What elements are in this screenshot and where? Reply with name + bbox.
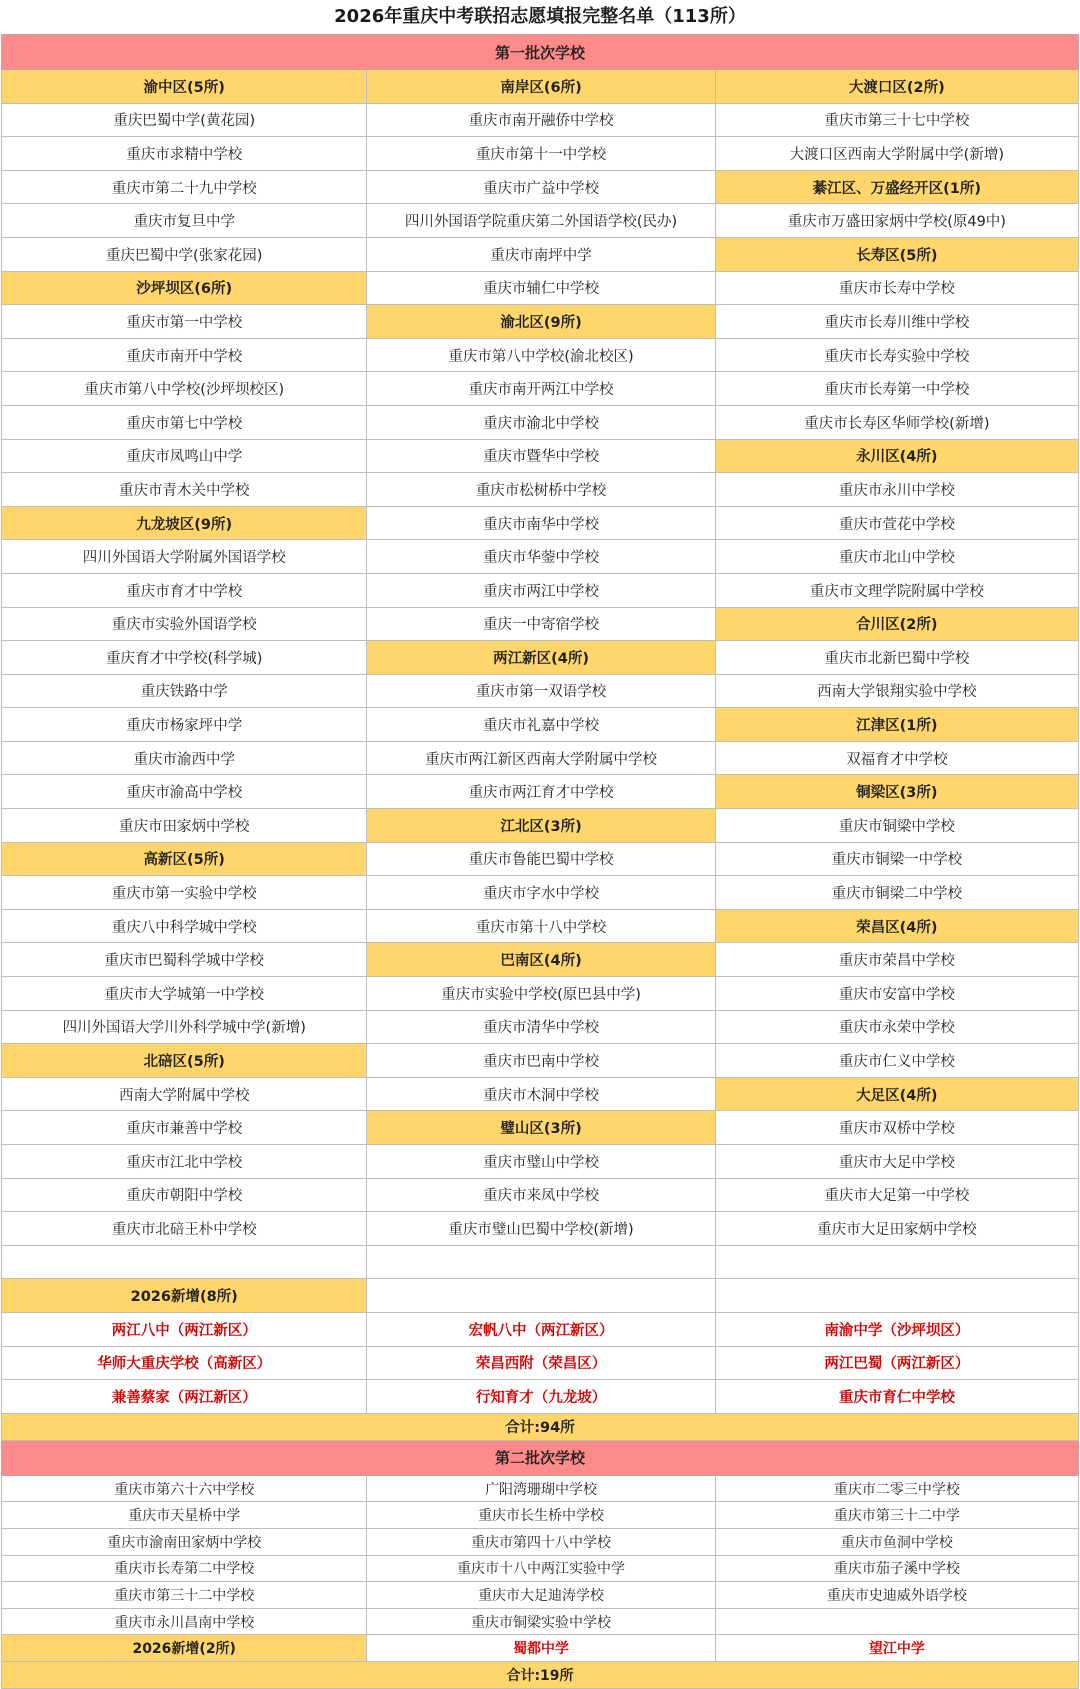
batch-one-total: 合计:94所	[2, 1413, 1079, 1440]
school-cell: 重庆市字水中学校	[367, 876, 715, 910]
district-header: 綦江区、万盛经开区(1所)	[715, 170, 1078, 204]
school-cell: 重庆市来凤中学校	[367, 1178, 715, 1212]
table-row	[2, 237, 1079, 271]
school-cell: 重庆市木洞中学校	[367, 1077, 715, 1111]
school-cell: 重庆市渝北中学校	[367, 405, 715, 439]
table-row	[2, 1346, 1079, 1380]
district-header: 璧山区(3所)	[367, 1111, 715, 1145]
school-cell: 重庆市北山中学校	[715, 540, 1078, 574]
school-cell	[715, 1608, 1078, 1635]
district-header: 沙坪坝区(6所)	[2, 271, 367, 305]
district-header: 铜梁区(3所)	[715, 775, 1078, 809]
school-cell: 重庆市长寿区华师学校(新增)	[715, 405, 1078, 439]
batch-two-total: 合计:19所	[2, 1661, 1079, 1688]
school-cell: 四川外国语学院重庆第二外国语学校(民办)	[367, 204, 715, 238]
school-cell: 重庆市暨华中学校	[367, 439, 715, 473]
table-row	[2, 137, 1079, 171]
school-cell	[367, 1279, 715, 1313]
school-cell: 重庆市南坪中学	[367, 237, 715, 271]
table-row	[2, 977, 1079, 1011]
school-cell: 重庆市兼善中学校	[2, 1111, 367, 1145]
table-row	[2, 1178, 1079, 1212]
school-cell: 重庆市鲁能巴蜀中学校	[367, 842, 715, 876]
school-cell: 重庆市育才中学校	[2, 573, 367, 607]
table-row	[2, 1312, 1079, 1346]
table-row	[2, 405, 1079, 439]
table-row	[2, 271, 1079, 305]
batch-header-row	[2, 35, 1079, 70]
school-cell: 重庆市南开两江中学校	[367, 372, 715, 406]
new-school-cell: 华师大重庆学校（高新区）	[2, 1346, 367, 1380]
school-cell: 重庆市巴蜀科学城中学校	[2, 943, 367, 977]
school-cell: 重庆市铜梁中学校	[715, 809, 1078, 843]
school-cell	[2, 1245, 367, 1279]
school-cell: 重庆市长寿中学校	[715, 271, 1078, 305]
school-cell: 重庆市大足第一中学校	[715, 1178, 1078, 1212]
batch-one-header: 第一批次学校	[2, 35, 1079, 70]
table-row	[2, 1502, 1079, 1529]
school-cell	[715, 1245, 1078, 1279]
table-row	[2, 1044, 1079, 1078]
school-cell: 重庆市凤鸣山中学	[2, 439, 367, 473]
school-cell: 重庆市永川昌南中学校	[2, 1608, 367, 1635]
school-cell: 重庆市渝高中学校	[2, 775, 367, 809]
school-cell: 重庆市第三十二中学校	[2, 1582, 367, 1609]
school-cell: 大渡口区西南大学附属中学(新增)	[715, 137, 1078, 171]
school-cell: 重庆市第十八中学校	[367, 909, 715, 943]
school-cell: 重庆巴蜀中学(黄花园)	[2, 103, 367, 137]
district-header: 北碚区(5所)	[2, 1044, 367, 1078]
batch-one-section	[2, 35, 1079, 1414]
table-row	[2, 540, 1079, 574]
school-cell: 四川外国语大学附属外国语学校	[2, 540, 367, 574]
school-table	[1, 34, 1079, 1689]
school-cell: 重庆市长寿川维中学校	[715, 305, 1078, 339]
table-row	[2, 573, 1079, 607]
school-cell: 重庆市礼嘉中学校	[367, 708, 715, 742]
table-row	[2, 1528, 1079, 1555]
school-cell: 重庆市青木关中学校	[2, 473, 367, 507]
new-school-cell: 行知育才（九龙坡）	[367, 1380, 715, 1414]
school-cell: 重庆市两江育才中学校	[367, 775, 715, 809]
table-row	[2, 708, 1079, 742]
table-row	[2, 674, 1079, 708]
school-cell: 重庆市北新巴蜀中学校	[715, 641, 1078, 675]
school-cell: 重庆市第四十八中学校	[367, 1528, 715, 1555]
school-cell: 重庆一中寄宿学校	[367, 607, 715, 641]
table-row	[2, 1555, 1079, 1582]
school-cell: 重庆市第六十六中学校	[2, 1475, 367, 1502]
school-cell: 重庆市江北中学校	[2, 1145, 367, 1179]
school-cell: 重庆市萱花中学校	[715, 506, 1078, 540]
table-row	[2, 775, 1079, 809]
total-row	[2, 1413, 1079, 1440]
school-cell: 重庆市南华中学校	[367, 506, 715, 540]
school-cell: 重庆市大学城第一中学校	[2, 977, 367, 1011]
school-cell: 重庆市第七中学校	[2, 405, 367, 439]
school-cell: 重庆市永川中学校	[715, 473, 1078, 507]
table-row	[2, 103, 1079, 137]
school-cell: 重庆市南开融侨中学校	[367, 103, 715, 137]
table-row	[2, 1582, 1079, 1609]
school-cell: 重庆市长寿第一中学校	[715, 372, 1078, 406]
school-cell: 重庆市璧山巴蜀中学校(新增)	[367, 1212, 715, 1246]
new-school-cell: 兼善蔡家（两江新区）	[2, 1380, 367, 1414]
table-row	[2, 607, 1079, 641]
new-school-cell: 两江巴蜀（两江新区）	[715, 1346, 1078, 1380]
district-header: 巴南区(4所)	[367, 943, 715, 977]
school-cell: 重庆市北碚王朴中学校	[2, 1212, 367, 1246]
batch-two-section	[2, 1440, 1079, 1661]
school-cell: 重庆市荣昌中学校	[715, 943, 1078, 977]
school-cell: 重庆市史迪威外语学校	[715, 1582, 1078, 1609]
table-row	[2, 1212, 1079, 1246]
school-cell: 重庆市文理学院附属中学校	[715, 573, 1078, 607]
table-row	[2, 1245, 1079, 1279]
school-cell: 重庆市复旦中学	[2, 204, 367, 238]
school-cell: 重庆市永荣中学校	[715, 1010, 1078, 1044]
school-cell: 重庆市长生桥中学校	[367, 1502, 715, 1529]
district-header: 渝北区(9所)	[367, 305, 715, 339]
school-cell: 重庆市天星桥中学	[2, 1502, 367, 1529]
school-cell: 重庆市茄子溪中学校	[715, 1555, 1078, 1582]
school-cell: 重庆市大足迪涛学校	[367, 1582, 715, 1609]
batch-two-total-section	[2, 1661, 1079, 1688]
new-school-cell: 南渝中学（沙坪坝区）	[715, 1312, 1078, 1346]
school-cell: 重庆市清华中学校	[367, 1010, 715, 1044]
district-header: 九龙坡区(9所)	[2, 506, 367, 540]
table-row	[2, 473, 1079, 507]
school-cell: 重庆市铜梁二中学校	[715, 876, 1078, 910]
school-cell: 重庆育才中学校(科学城)	[2, 641, 367, 675]
table-row	[2, 741, 1079, 775]
school-cell: 重庆市实验外国语学校	[2, 607, 367, 641]
school-cell: 重庆市第一中学校	[2, 305, 367, 339]
table-row	[2, 1475, 1079, 1502]
school-cell: 重庆市第十一中学校	[367, 137, 715, 171]
new-school-cell: 望江中学	[715, 1635, 1078, 1662]
table-row	[2, 1279, 1079, 1313]
school-cell: 重庆市第一实验中学校	[2, 876, 367, 910]
school-cell: 重庆市实验中学校(原巴县中学)	[367, 977, 715, 1011]
district-header: 荣昌区(4所)	[715, 909, 1078, 943]
school-cell: 重庆市仁义中学校	[715, 1044, 1078, 1078]
school-cell: 重庆市大足中学校	[715, 1145, 1078, 1179]
school-cell: 重庆市大足田家炳中学校	[715, 1212, 1078, 1246]
school-cell: 重庆市杨家坪中学	[2, 708, 367, 742]
school-cell: 西南大学银翔实验中学校	[715, 674, 1078, 708]
district-header: 2026新增(8所)	[2, 1279, 367, 1313]
school-cell: 重庆市安富中学校	[715, 977, 1078, 1011]
new-school-cell: 荣昌西附（荣昌区）	[367, 1346, 715, 1380]
school-cell: 重庆市第三十二中学	[715, 1502, 1078, 1529]
new-school-cell: 宏帆八中（两江新区）	[367, 1312, 715, 1346]
table-row	[2, 372, 1079, 406]
table-row	[2, 641, 1079, 675]
table-row	[2, 305, 1079, 339]
batch-two-header: 第二批次学校	[2, 1440, 1079, 1475]
school-cell: 重庆巴蜀中学(张家花园)	[2, 237, 367, 271]
school-cell	[715, 1279, 1078, 1313]
school-cell: 重庆市双桥中学校	[715, 1111, 1078, 1145]
table-row	[2, 1635, 1079, 1662]
district-header: 永川区(4所)	[715, 439, 1078, 473]
school-cell: 广阳湾珊瑚中学校	[367, 1475, 715, 1502]
table-row	[2, 439, 1079, 473]
district-header: 江津区(1所)	[715, 708, 1078, 742]
page-title: 2026年重庆中考联招志愿填报完整名单（113所）	[334, 6, 746, 27]
school-cell: 重庆市第一双语学校	[367, 674, 715, 708]
table-row	[2, 170, 1079, 204]
district-header: 江北区(3所)	[367, 809, 715, 843]
table-row	[2, 338, 1079, 372]
district-header: 南岸区(6所)	[367, 70, 715, 104]
school-cell: 重庆市二零三中学校	[715, 1475, 1078, 1502]
district-header: 2026新增(2所)	[2, 1635, 367, 1662]
district-header: 渝中区(5所)	[2, 70, 367, 104]
school-cell: 重庆市松树桥中学校	[367, 473, 715, 507]
school-cell: 西南大学附属中学校	[2, 1077, 367, 1111]
school-cell: 重庆市两江新区西南大学附属中学校	[367, 741, 715, 775]
district-header: 长寿区(5所)	[715, 237, 1078, 271]
school-cell: 重庆市广益中学校	[367, 170, 715, 204]
school-cell: 重庆市第三十七中学校	[715, 103, 1078, 137]
school-cell: 重庆市求精中学校	[2, 137, 367, 171]
school-cell: 重庆市第八中学校(渝北校区)	[367, 338, 715, 372]
table-row	[2, 876, 1079, 910]
school-cell: 重庆市两江中学校	[367, 573, 715, 607]
new-school-cell: 蜀都中学	[367, 1635, 715, 1662]
table-row	[2, 506, 1079, 540]
school-cell: 重庆市南开中学校	[2, 338, 367, 372]
school-cell: 重庆市第二十九中学校	[2, 170, 367, 204]
school-cell: 重庆市田家炳中学校	[2, 809, 367, 843]
table-row	[2, 1077, 1079, 1111]
school-cell: 重庆市渝南田家炳中学校	[2, 1528, 367, 1555]
district-header: 两江新区(4所)	[367, 641, 715, 675]
district-header: 大足区(4所)	[715, 1077, 1078, 1111]
school-cell: 重庆市长寿第二中学校	[2, 1555, 367, 1582]
table-row	[2, 1380, 1079, 1414]
school-cell: 重庆市长寿实验中学校	[715, 338, 1078, 372]
school-cell: 四川外国语大学川外科学城中学(新增)	[2, 1010, 367, 1044]
school-cell: 重庆铁路中学	[2, 674, 367, 708]
school-cell: 重庆市巴南中学校	[367, 1044, 715, 1078]
district-header: 合川区(2所)	[715, 607, 1078, 641]
district-header: 高新区(5所)	[2, 842, 367, 876]
school-cell: 重庆市渝西中学	[2, 741, 367, 775]
new-school-cell: 两江八中（两江新区）	[2, 1312, 367, 1346]
batch-header-row	[2, 1440, 1079, 1475]
total-row	[2, 1661, 1079, 1688]
school-cell: 重庆八中科学城中学校	[2, 909, 367, 943]
school-cell: 重庆市鱼洞中学校	[715, 1528, 1078, 1555]
school-cell: 重庆市万盛田家炳中学校(原49中)	[715, 204, 1078, 238]
table-row	[2, 1608, 1079, 1635]
table-row	[2, 842, 1079, 876]
school-cell: 重庆市华蓥中学校	[367, 540, 715, 574]
table-row	[2, 1010, 1079, 1044]
school-cell: 重庆市铜梁实验中学校	[367, 1608, 715, 1635]
school-cell: 双福育才中学校	[715, 741, 1078, 775]
school-cell: 重庆市璧山中学校	[367, 1145, 715, 1179]
batch-one-total-section	[2, 1413, 1079, 1440]
table-row	[2, 1111, 1079, 1145]
school-cell	[367, 1245, 715, 1279]
school-cell: 重庆市第八中学校(沙坪坝校区)	[2, 372, 367, 406]
new-school-cell: 重庆市育仁中学校	[715, 1380, 1078, 1414]
school-cell: 重庆市辅仁中学校	[367, 271, 715, 305]
school-cell: 重庆市十八中两江实验中学	[367, 1555, 715, 1582]
table-row	[2, 70, 1079, 104]
school-cell: 重庆市铜梁一中学校	[715, 842, 1078, 876]
school-cell: 重庆市朝阳中学校	[2, 1178, 367, 1212]
table-row	[2, 943, 1079, 977]
district-header: 大渡口区(2所)	[715, 70, 1078, 104]
table-row	[2, 1145, 1079, 1179]
table-row	[2, 909, 1079, 943]
table-row	[2, 204, 1079, 238]
table-row	[2, 809, 1079, 843]
